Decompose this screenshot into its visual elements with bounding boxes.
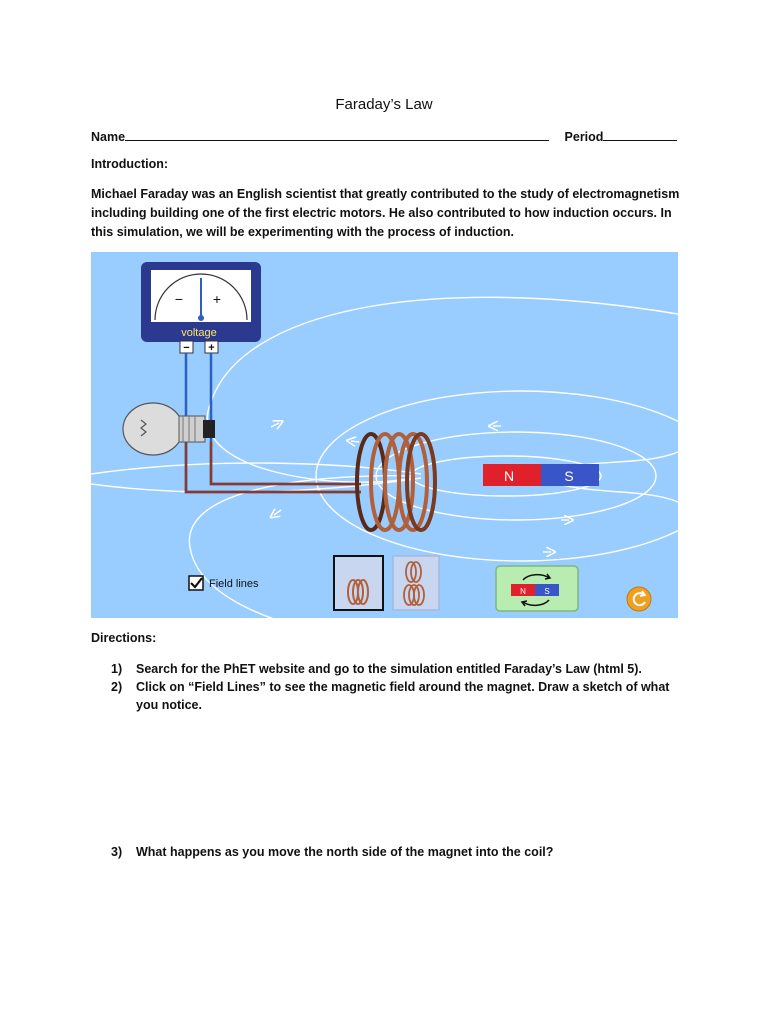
worksheet-title: Faraday’s Law — [335, 96, 433, 113]
name-period-line — [91, 128, 677, 144]
intro-paragraph: Michael Faraday was an English scientist that greatly contributed to the study of electromagnetism including building one of the first electric motors. He also contributed to how induction occurs. In this simulation, we will be experimenting with the process of induction. — [91, 187, 680, 239]
step-number: 1) — [111, 662, 123, 676]
step-text: Search for the PhET website and go to the simulation entitled Faraday’s Law (html 5). — [136, 662, 642, 676]
terminal-minus — [180, 341, 193, 354]
field-lines-checkbox[interactable] — [189, 576, 259, 590]
period-blank[interactable] — [603, 128, 677, 141]
simulation-canvas — [91, 252, 678, 618]
svg-text:+: + — [208, 342, 215, 354]
step-2 — [111, 678, 681, 714]
voltmeter-label: voltage — [181, 327, 217, 339]
step-3 — [111, 843, 681, 861]
reset-button[interactable] — [627, 587, 651, 611]
period-label: Period — [564, 130, 604, 144]
magnet-south-label: S — [564, 468, 574, 484]
magnet-north-label: N — [503, 468, 515, 484]
flip-magnet-button[interactable] — [496, 566, 578, 611]
step-number: 3) — [111, 845, 123, 859]
step-number: 2) — [111, 680, 123, 694]
bar-magnet[interactable] — [483, 464, 599, 486]
flip-magnet-north-label: N — [520, 587, 526, 596]
step-1 — [111, 660, 681, 678]
meter-minus-label: − — [174, 291, 184, 307]
light-bulb — [123, 403, 215, 455]
name-blank[interactable] — [125, 128, 549, 141]
single-coil-button[interactable] — [334, 556, 383, 610]
name-label: Name — [91, 130, 126, 144]
meter-plus-label: + — [212, 291, 222, 307]
step-text: What happens as you move the north side of the magnet into the coil? — [136, 845, 554, 859]
flip-magnet-south-label: S — [544, 587, 550, 596]
double-coil-button[interactable] — [393, 556, 439, 610]
directions-heading: Directions: — [91, 631, 157, 645]
terminal-plus — [205, 341, 218, 354]
voltmeter[interactable] — [141, 262, 261, 342]
step-text: Click on “Field Lines” to see the magnetic field around the magnet. Draw a sketch of what you notice. — [136, 680, 670, 712]
intro-heading: Introduction: — [91, 157, 169, 171]
svg-text:−: − — [183, 342, 190, 354]
simulation-screenshot — [91, 252, 678, 618]
field-lines-label: Field lines — [209, 578, 259, 590]
